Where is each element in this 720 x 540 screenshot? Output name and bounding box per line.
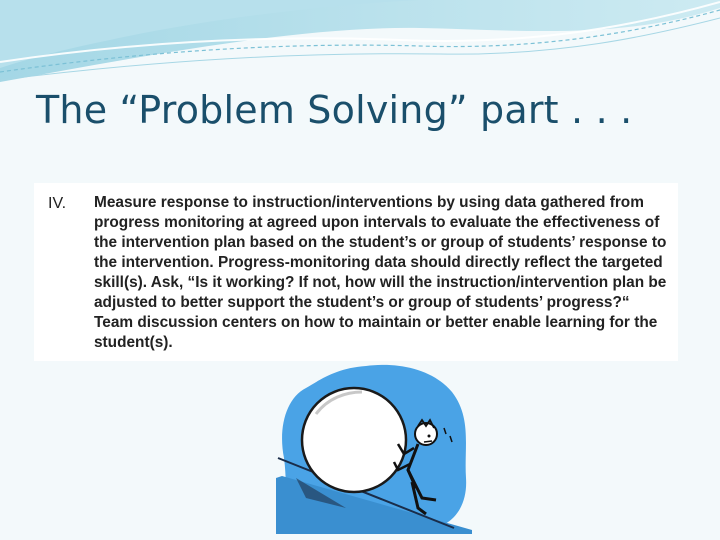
slide-title: The “Problem Solving” part . . . (36, 88, 633, 132)
step-body-text: by using data gathered from progress monitoring at agreed upon intervals to evaluate the effectiveness of the intervention plan based on the student’s or group of students’ response to the intervention. Progress-monitoring data should directly reflect the targeted skill(s). Ask, “Is it working? If not, how will the instruction/intervention plan be adjusted to better support the student’s or group of students’ progress?“ Team discussion centers on how to maintain or better enable learning for the student(s). (94, 194, 667, 351)
step-lead-text: Measure response to instruction/interventions (94, 194, 433, 211)
step-numeral: IV. (48, 195, 67, 212)
rti-step-excerpt (34, 183, 678, 361)
person-pushing-boulder-uphill-icon (276, 358, 472, 534)
step-paragraph (94, 193, 672, 353)
header-wave-banner (0, 0, 720, 90)
